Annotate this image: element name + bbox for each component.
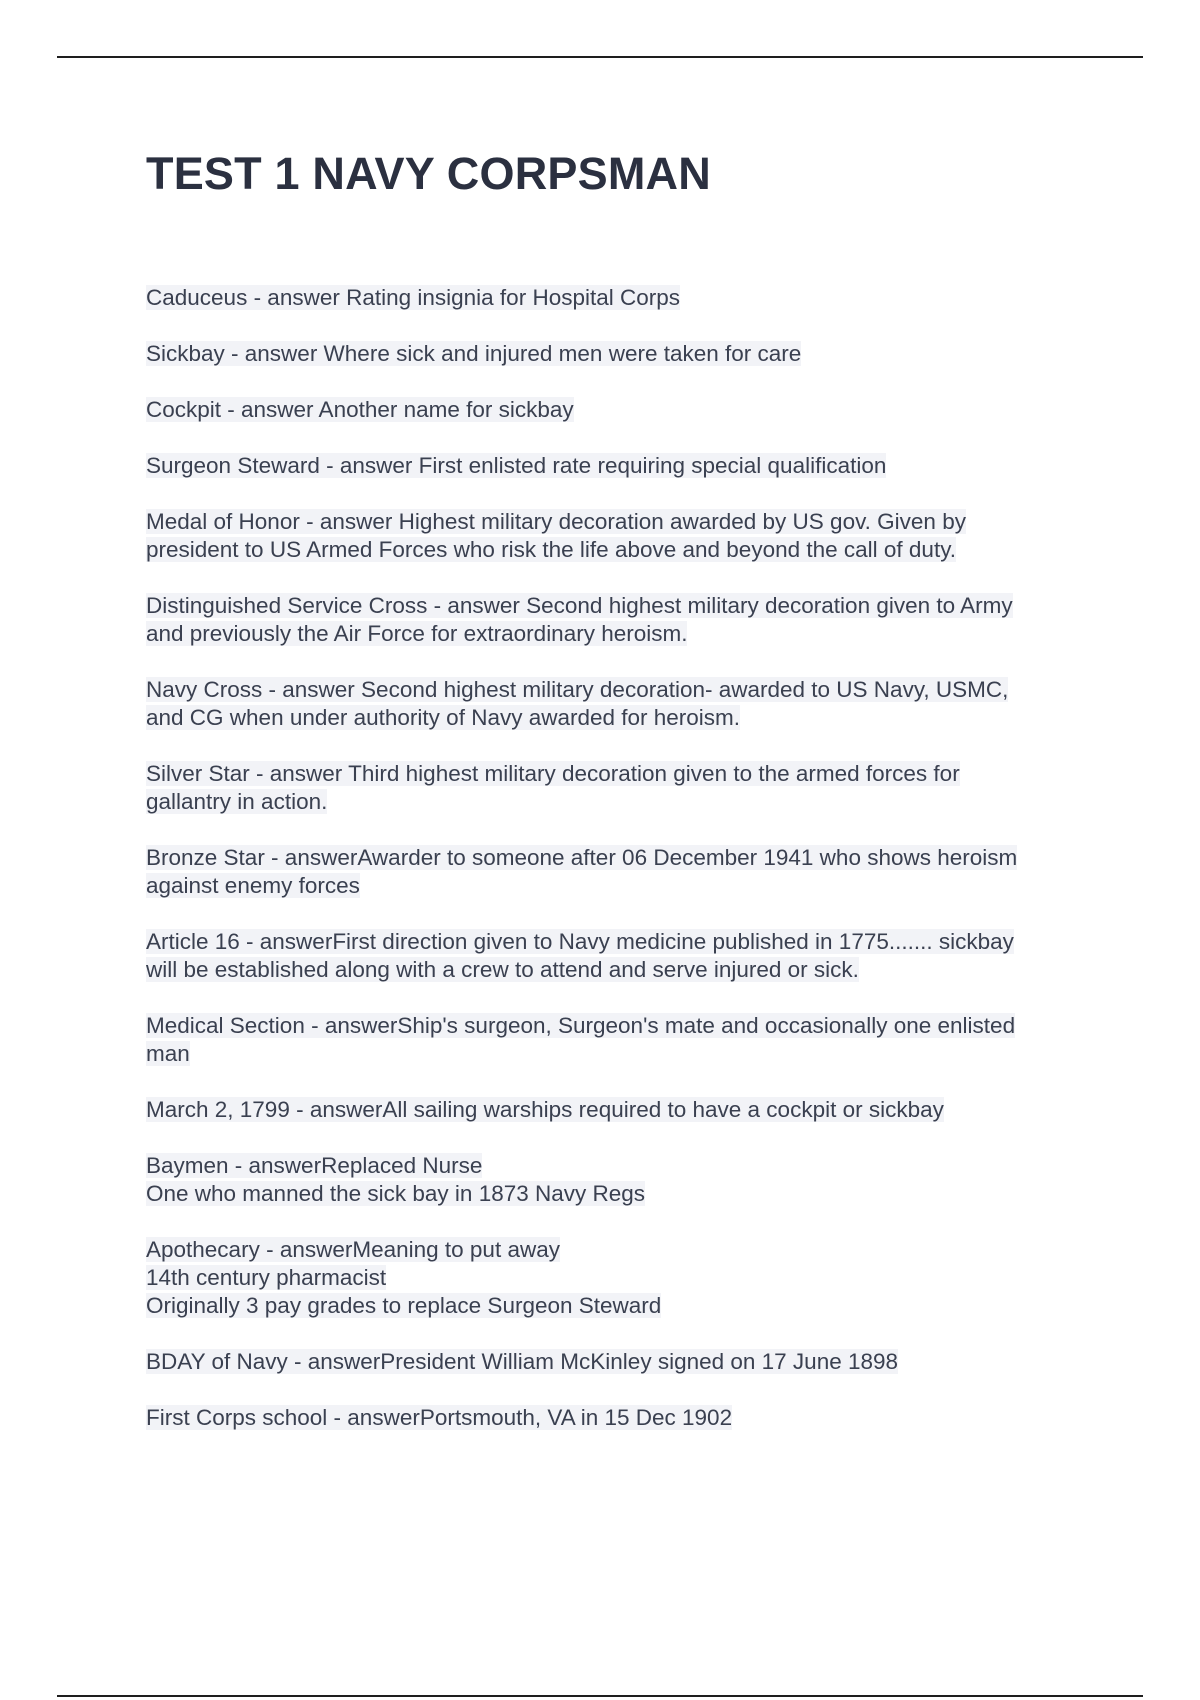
qa-line-text: Navy Cross - answer Second highest military decoration- awarded to US Navy, USMC, (146, 677, 1009, 702)
qa-line-text: gallantry in action. (146, 789, 328, 814)
qa-line-text: Bronze Star - answerAwarder to someone after 06 December 1941 who shows heroism (146, 845, 1018, 870)
qa-line-text: 14th century pharmacist (146, 1265, 387, 1290)
qa-line-text: Baymen - answerReplaced Nurse (146, 1153, 483, 1178)
qa-line (146, 452, 1086, 480)
qa-item (146, 452, 1086, 480)
qa-line (146, 1236, 1086, 1264)
qa-line (146, 844, 1086, 872)
qa-line-text: man (146, 1041, 190, 1066)
qa-line-text: BDAY of Navy - answerPresident William McKinley signed on 17 June 1898 (146, 1349, 899, 1374)
qa-line-text: and previously the Air Force for extraordinary heroism. (146, 621, 688, 646)
qa-line-text: One who manned the sick bay in 1873 Navy Regs (146, 1181, 646, 1206)
qa-line-text: Caduceus - answer Rating insignia for Hospital Corps (146, 285, 681, 310)
qa-item (146, 928, 1086, 984)
qa-list (146, 284, 1086, 1432)
qa-line-text: Article 16 - answerFirst direction given to Navy medicine published in 1775....... sickbay (146, 929, 1014, 954)
qa-line-text: Apothecary - answerMeaning to put away (146, 1237, 560, 1262)
qa-line (146, 760, 1086, 788)
qa-line-text: Medical Section - answerShip's surgeon, Surgeon's mate and occasionally one enlisted (146, 1013, 1016, 1038)
qa-item (146, 760, 1086, 816)
qa-line (146, 620, 1086, 648)
qa-line (146, 1040, 1086, 1068)
bottom-rule (57, 1695, 1143, 1697)
qa-line (146, 872, 1086, 900)
qa-line-text: First Corps school - answerPortsmouth, VA in 15 Dec 1902 (146, 1405, 733, 1430)
qa-line-text: March 2, 1799 - answerAll sailing warships required to have a cockpit or sickbay (146, 1097, 944, 1122)
qa-line-text: Distinguished Service Cross - answer Second highest military decoration given to Army (146, 593, 1013, 618)
qa-item (146, 508, 1086, 564)
qa-line-text: will be established along with a crew to attend and serve injured or sick. (146, 957, 859, 982)
qa-line (146, 676, 1086, 704)
document-body (146, 148, 1086, 1460)
qa-item (146, 844, 1086, 900)
qa-line (146, 1012, 1086, 1040)
qa-item (146, 396, 1086, 424)
qa-line-text: Surgeon Steward - answer First enlisted rate requiring special qualification (146, 453, 887, 478)
qa-line-text: Medal of Honor - answer Highest military decoration awarded by US gov. Given by (146, 509, 966, 534)
qa-line-text: Sickbay - answer Where sick and injured men were taken for care (146, 341, 802, 366)
qa-line (146, 928, 1086, 956)
qa-item (146, 340, 1086, 368)
qa-line (146, 1264, 1086, 1292)
qa-item (146, 1236, 1086, 1320)
qa-line (146, 396, 1086, 424)
qa-line (146, 508, 1086, 536)
qa-line (146, 284, 1086, 312)
qa-item (146, 1348, 1086, 1376)
qa-line-text: Silver Star - answer Third highest military decoration given to the armed forces for (146, 761, 960, 786)
qa-item (146, 1404, 1086, 1432)
qa-line (146, 592, 1086, 620)
qa-line-text: Cockpit - answer Another name for sickbay (146, 397, 574, 422)
qa-item (146, 284, 1086, 312)
qa-line (146, 1096, 1086, 1124)
qa-item (146, 592, 1086, 648)
qa-line (146, 340, 1086, 368)
qa-line (146, 956, 1086, 984)
qa-line (146, 1180, 1086, 1208)
qa-item (146, 1096, 1086, 1124)
qa-line (146, 1348, 1086, 1376)
top-rule (57, 56, 1143, 58)
qa-line-text: and CG when under authority of Navy awarded for heroism. (146, 705, 741, 730)
qa-line (146, 1404, 1086, 1432)
qa-line-text: against enemy forces (146, 873, 360, 898)
qa-line-text: Originally 3 pay grades to replace Surgeon Steward (146, 1293, 662, 1318)
qa-line (146, 536, 1086, 564)
qa-line (146, 1292, 1086, 1320)
qa-line (146, 1152, 1086, 1180)
qa-item (146, 1012, 1086, 1068)
qa-line (146, 788, 1086, 816)
qa-item (146, 1152, 1086, 1208)
qa-line-text: president to US Armed Forces who risk the life above and beyond the call of duty. (146, 537, 957, 562)
qa-line (146, 704, 1086, 732)
qa-item (146, 676, 1086, 732)
document-title: TEST 1 NAVY CORPSMAN (146, 148, 711, 199)
